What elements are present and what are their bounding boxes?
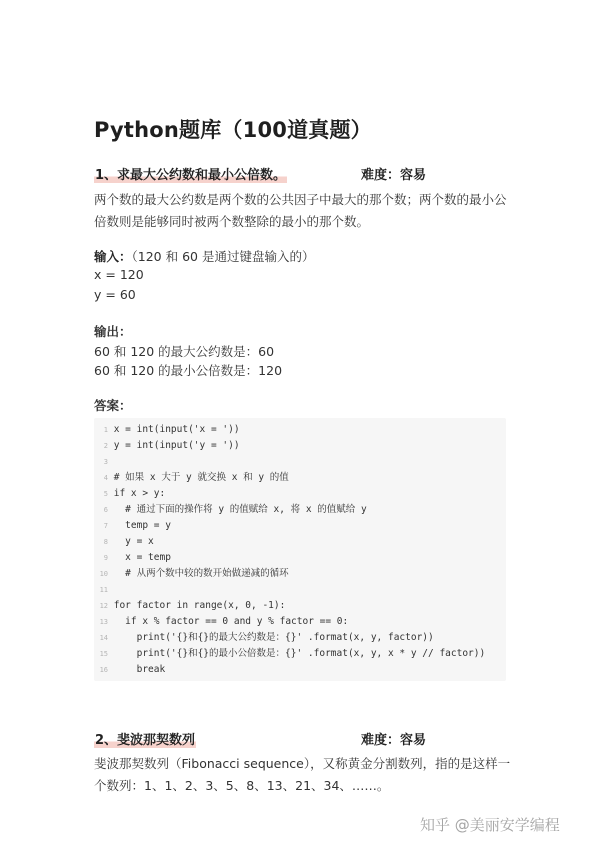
output-label: 输出：	[94, 324, 132, 339]
code-line: 6 # 通过下面的操作将 y 的值赋给 x, 将 x 的值赋给 y	[103, 504, 367, 515]
question-2-heading	[94, 729, 196, 748]
question-1-difficulty: 难度：容易	[361, 168, 427, 183]
code-line: 11	[99, 586, 108, 594]
code-line: 9 x = temp	[103, 552, 171, 563]
code-line: 14 print('{}和{}的最大公约数是：{}' .format(x, y, factor))	[99, 632, 434, 643]
code-line: 8 y = x	[103, 536, 154, 547]
code-line: 15 print('{}和{}的最小公倍数是：{}' .format(x, y, x * y // factor))	[99, 648, 486, 659]
question-1-description: 两个数的最大公约数是两个数的公共因子中最大的那个数；两个数的最小公倍数则是能够同时被两个数整除的最小的那个数。	[94, 192, 507, 229]
code-line: 3	[103, 458, 108, 466]
code-line: 7 temp = y	[103, 520, 171, 531]
input-section	[94, 247, 314, 265]
output-line-gcd: 60 和 120 的最大公约数是：60	[94, 344, 275, 359]
input-line-y: y = 60	[94, 287, 136, 302]
input-note: （120 和 60 是通过键盘输入的）	[131, 249, 315, 264]
question-2-heading-text: 2、斐波那契数列	[95, 733, 196, 748]
code-line: 13 if x % factor == 0 and y % factor == 0:	[99, 616, 349, 627]
code-line: 2 y = int(input('y = '))	[103, 440, 240, 451]
output-line-lcm: 60 和 120 的最小公倍数是：120	[94, 363, 283, 378]
watermark: 知乎 @美丽安学编程	[420, 816, 560, 834]
question-1-heading	[94, 164, 287, 183]
code-line: 5 if x > y:	[103, 488, 166, 499]
code-line: 16 break	[99, 664, 166, 675]
question-1-heading-text: 1、求最大公约数和最小公倍数。	[95, 168, 287, 183]
code-line: 1 x = int(input('x = '))	[103, 424, 240, 435]
input-line-x: x = 120	[94, 267, 144, 282]
code-line: 12 for factor in range(x, 0, -1):	[99, 600, 286, 611]
answer-label: 答案：	[94, 398, 132, 413]
code-line: 4 # 如果 x 大于 y 就交换 x 和 y 的值	[103, 472, 289, 483]
question-2-description: 斐波那契数列（Fibonacci sequence），又称黄金分割数列，指的是这样一个数列：1、1、2、3、5、8、13、21、34、……。	[94, 756, 511, 793]
code-line: 10 # 从两个数中较的数开始做递减的循环	[99, 568, 289, 579]
code-block	[94, 418, 506, 681]
input-label: 输入：	[94, 249, 132, 264]
question-2-difficulty: 难度：容易	[361, 733, 427, 748]
document-title: Python题库（100道真题）	[94, 118, 372, 142]
